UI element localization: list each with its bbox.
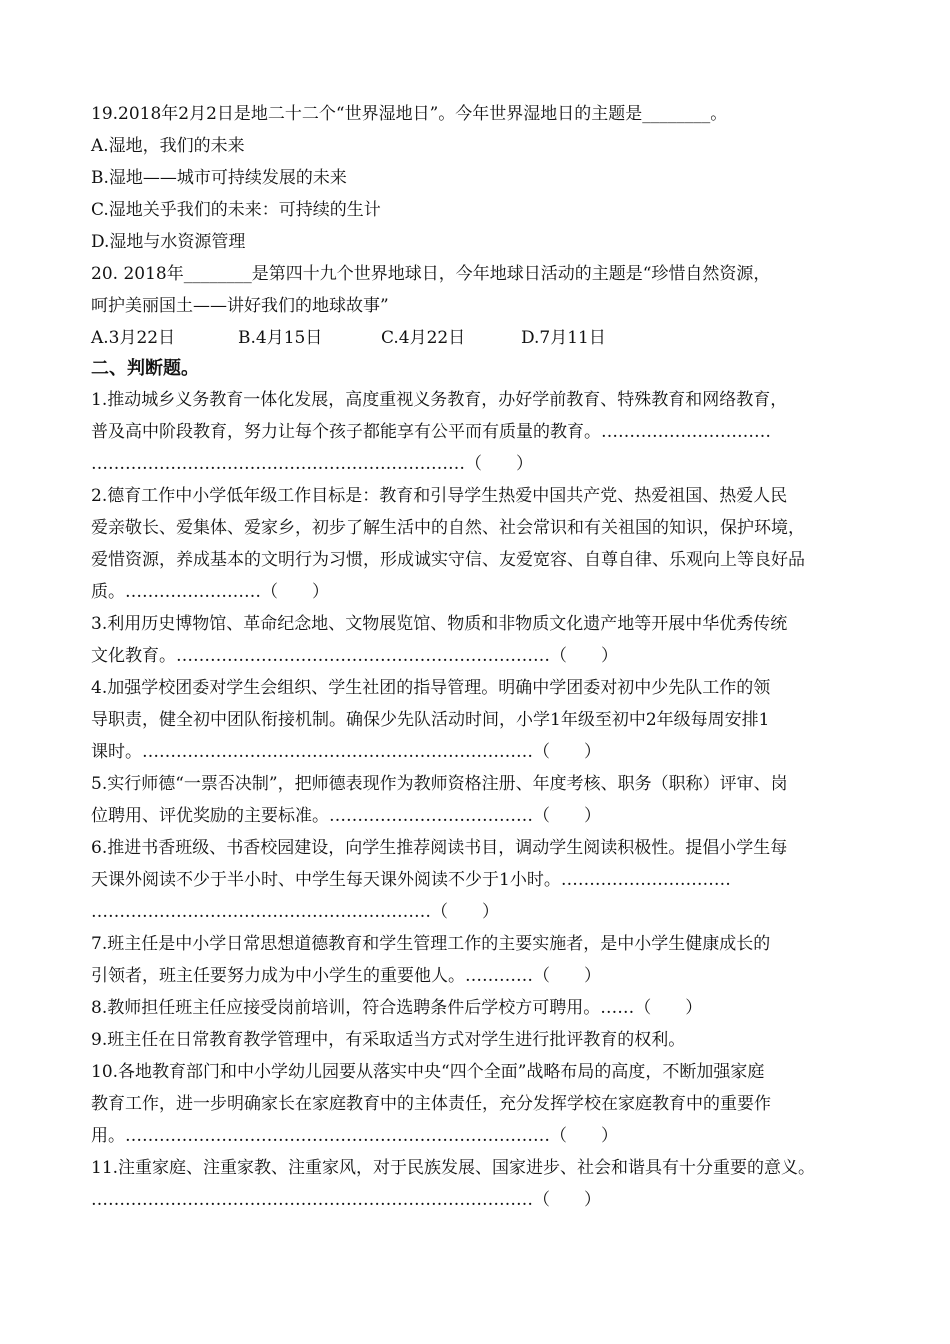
question-20 [91, 258, 862, 354]
question-20-stem-line-1: 20. 2018年________是第四十九个世界地球日，今年地球日活动的主题是“珍惜自然资源， [91, 264, 771, 284]
section-title-judgment: 二、判断题。 [91, 358, 199, 379]
judgment-line: …………………………………………………………（ ） [91, 454, 533, 474]
judgment-line: 教育工作，进一步明确家长在家庭教育中的主体责任，充分发挥学校在家庭教育中的重要作 [91, 1094, 771, 1114]
judgment-line: 2.德育工作中小学低年级工作目标是：教育和引导学生热爱中国共产党、热爱祖国、热爱人民 [91, 486, 788, 506]
question-19-option-b: B.湿地——城市可持续发展的未来 [91, 168, 347, 188]
question-20-option-c: C.4月22日 [381, 328, 466, 348]
question-20-stem-line-2: 呵护美丽国土——讲好我们的地球故事” [91, 296, 389, 316]
judgment-list [91, 384, 862, 1216]
judgment-line: 天课外阅读不少于半小时、中学生每天课外阅读不少于1小时。………………………… [91, 870, 731, 890]
judgment-line: 导职责，健全初中团队衔接机制。确保少先队活动时间，小学1年级至初中2年级每周安排1 [91, 710, 770, 730]
judgment-line: 质。……………………（ ） [91, 582, 329, 602]
question-20-option-a: A.3月22日 [91, 328, 176, 348]
question-20-option-b: B.4月15日 [238, 328, 323, 348]
question-19-option-c: C.湿地关乎我们的未来：可持续的生计 [91, 200, 381, 220]
judgment-line: ……………………………………………………………………（ ） [91, 1190, 601, 1210]
judgment-item-11 [91, 1152, 862, 1216]
judgment-item-5 [91, 768, 862, 832]
question-19-option-a: A.湿地，我们的未来 [91, 136, 245, 156]
question-19 [91, 98, 862, 258]
judgment-item-1 [91, 384, 862, 480]
question-20-options [91, 322, 862, 354]
question-20-option-d: D.7月11日 [521, 328, 606, 348]
judgment-line: 1.推动城乡义务教育一体化发展，高度重视义务教育，办好学前教育、特殊教育和网络教育， [91, 390, 788, 410]
judgment-item-7 [91, 928, 862, 992]
judgment-line: 7.班主任是中小学日常思想道德教育和学生管理工作的主要实施者，是中小学生健康成长的 [91, 934, 771, 954]
judgment-line: 8.教师担任班主任应接受岗前培训，符合选聘条件后学校方可聘用。……（ ） [91, 998, 703, 1018]
judgment-line: 5.实行师德“一票否决制”，把师德表现作为教师资格注册、年度考核、职务（职称）评审、岗 [91, 774, 788, 794]
judgment-line: 9.班主任在日常教育教学管理中，有采取适当方式对学生进行批评教育的权利。 [91, 1030, 686, 1050]
judgment-line: 位聘用、评优奖励的主要标准。………………………………（ ） [91, 806, 601, 826]
judgment-line: 普及高中阶段教育，努力让每个孩子都能享有公平而有质量的教育。………………………… [91, 422, 771, 442]
judgment-item-4 [91, 672, 862, 768]
judgment-line: 3.利用历史博物馆、革命纪念地、文物展览馆、物质和非物质文化遗产地等开展中华优秀传统 [91, 614, 788, 634]
judgment-line: 4.加强学校团委对学生会组织、学生社团的指导管理。明确中学团委对初中少先队工作的领 [91, 678, 771, 698]
judgment-line: 用。…………………………………………………………………（ ） [91, 1126, 618, 1146]
judgment-line: 引领者，班主任要努力成为中小学生的重要他人。…………（ ） [91, 966, 601, 986]
judgment-line: 10.各地教育部门和中小学幼儿园要从落实中央“四个全面”战略布局的高度，不断加强家庭 [91, 1062, 765, 1082]
judgment-item-3 [91, 608, 862, 672]
judgment-line: 爱惜资源，养成基本的文明行为习惯，形成诚实守信、友爱宽容、自尊自律、乐观向上等良好品 [91, 550, 805, 570]
question-19-option-d: D.湿地与水资源管理 [91, 232, 246, 252]
judgment-item-10 [91, 1056, 862, 1152]
judgment-item-9 [91, 1024, 862, 1056]
judgment-item-6 [91, 832, 862, 928]
judgment-item-8 [91, 992, 862, 1024]
judgment-line: 6.推进书香班级、书香校园建设，向学生推荐阅读书目，调动学生阅读积极性。提倡小学生每 [91, 838, 788, 858]
judgment-line: 11.注重家庭、注重家教、注重家风，对于民族发展、国家进步、社会和谐具有十分重要的意义。 [91, 1158, 816, 1178]
judgment-line: 文化教育。…………………………………………………………（ ） [91, 646, 618, 666]
judgment-item-2 [91, 480, 862, 608]
question-19-stem: 19.2018年2月2日是地二十二个“世界湿地日”。今年世界湿地日的主题是________。 [91, 104, 728, 124]
judgment-line: 课时。……………………………………………………………（ ） [91, 742, 601, 762]
judgment-line: ……………………………………………………（ ） [91, 902, 499, 922]
judgment-line: 爱亲敬长、爱集体、爱家乡，初步了解生活中的自然、社会常识和有关祖国的知识，保护环境， [91, 518, 805, 538]
